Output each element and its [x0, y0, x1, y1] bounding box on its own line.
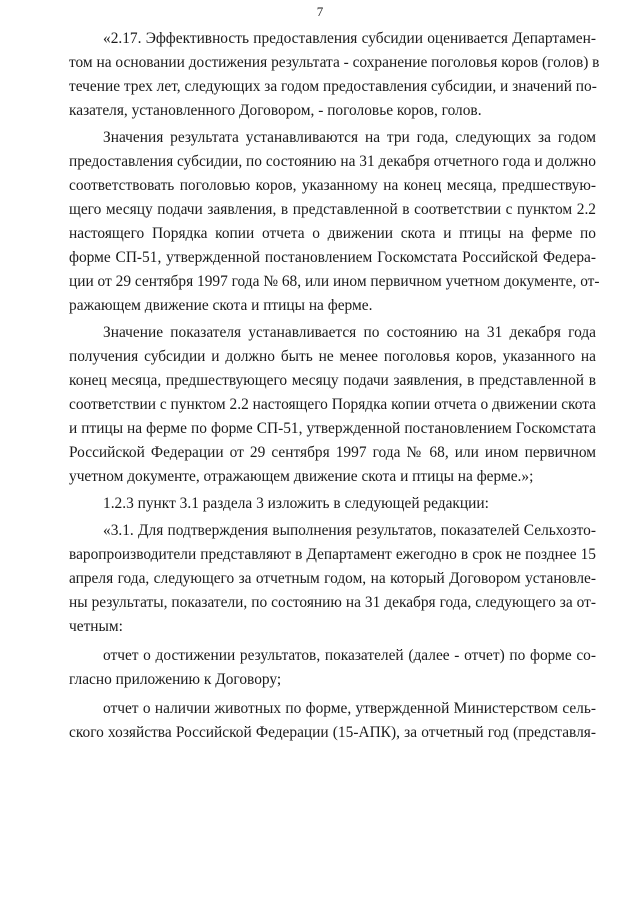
text-line: соответствовать поголовью коров, указанному на конец месяца, предшествую- [69, 177, 596, 194]
text-line: ны результаты, показатели, по состоянию на 31 декабря года, следующего за от- [69, 594, 596, 611]
text-line: четным: [69, 618, 123, 635]
text-line: Российской Федерации от 29 сентября 1997 года № 68, или ином первичном [69, 444, 596, 461]
text-line: форме СП-51, утвержденной постановлением Госкомстата Российской Федера- [69, 249, 596, 266]
paragraph-indicator-value [69, 321, 596, 489]
text-line: ражающем движение скота и птицы на ферме. [69, 297, 373, 314]
text-line: учетном документе, отражающем движение скота и птицы на ферме.»; [69, 468, 534, 485]
text-line: Значение показателя устанавливается по состоянию на 31 декабря года [103, 324, 596, 341]
text-line: соответствии с пунктом 2.2 настоящего Порядка копии отчета о движении скота [69, 396, 596, 413]
text-line: апреля года, следующего за отчетным годом, на который Договором установле- [69, 570, 596, 587]
text-line: казателя, установленного Договором, - поголовье коров, голов. [69, 102, 482, 119]
text-line: отчет о наличии животных по форме, утвержденной Министерством сель- [103, 700, 596, 717]
text-line: предоставления субсидии, по состоянию на 31 декабря отчетного года и должно [69, 153, 596, 170]
text-line: «3.1. Для подтверждения выполнения результатов, показателей Сельхозто- [103, 522, 596, 539]
text-line: щего месяцу подачи заявления, в представленной в соответствии с пунктом 2.2 [69, 201, 596, 218]
text-line: конец месяца, предшествующего месяцу подачи заявления, в представленной в [69, 372, 596, 389]
text-line: получения субсидии и должно быть не менее поголовья коров, указанного на [69, 348, 596, 365]
text-line: ского хозяйства Российской Федерации (15-АПК), за отчетный год (представля- [69, 724, 596, 741]
text-line: и птицы на ферме по форме СП-51, утвержденной постановлением Госкомстата [69, 420, 596, 437]
text-line: «2.17. Эффективность предоставления субсидии оценивается Департамен- [103, 30, 596, 47]
text-line: Значения результата устанавливаются на три года, следующих за годом [103, 129, 596, 146]
page-number: 7 [316, 4, 324, 19]
paragraph-result-values [69, 126, 600, 318]
paragraph-1-2-3 [69, 492, 596, 516]
paragraph-2-17 [69, 27, 600, 123]
text-line: настоящего Порядка копии отчета о движении скота и птицы на ферме по [69, 225, 596, 242]
text-line: отчет о достижении результатов, показателей (далее - отчет) по форме со- [103, 647, 596, 664]
text-line: гласно приложению к Договору; [69, 671, 282, 688]
paragraph-3-1 [69, 519, 596, 639]
paragraph-report-achievement [69, 644, 596, 692]
text-line: 1.2.3 пункт 3.1 раздела 3 изложить в следующей редакции: [103, 495, 489, 512]
text-line: течение трех лет, следующих за годом предоставления субсидии, и значений по- [69, 78, 597, 95]
text-line: том на основании достижения результата - сохранение поголовья коров (голов) в [69, 54, 600, 71]
text-line: варопроизводители представляют в Департамент ежегодно в срок не позднее 15 [69, 546, 596, 563]
paragraph-report-animals [69, 697, 596, 745]
document-body [69, 27, 600, 745]
text-line: ции от 29 сентября 1997 года № 68, или ином первичном учетном документе, от- [69, 273, 600, 290]
